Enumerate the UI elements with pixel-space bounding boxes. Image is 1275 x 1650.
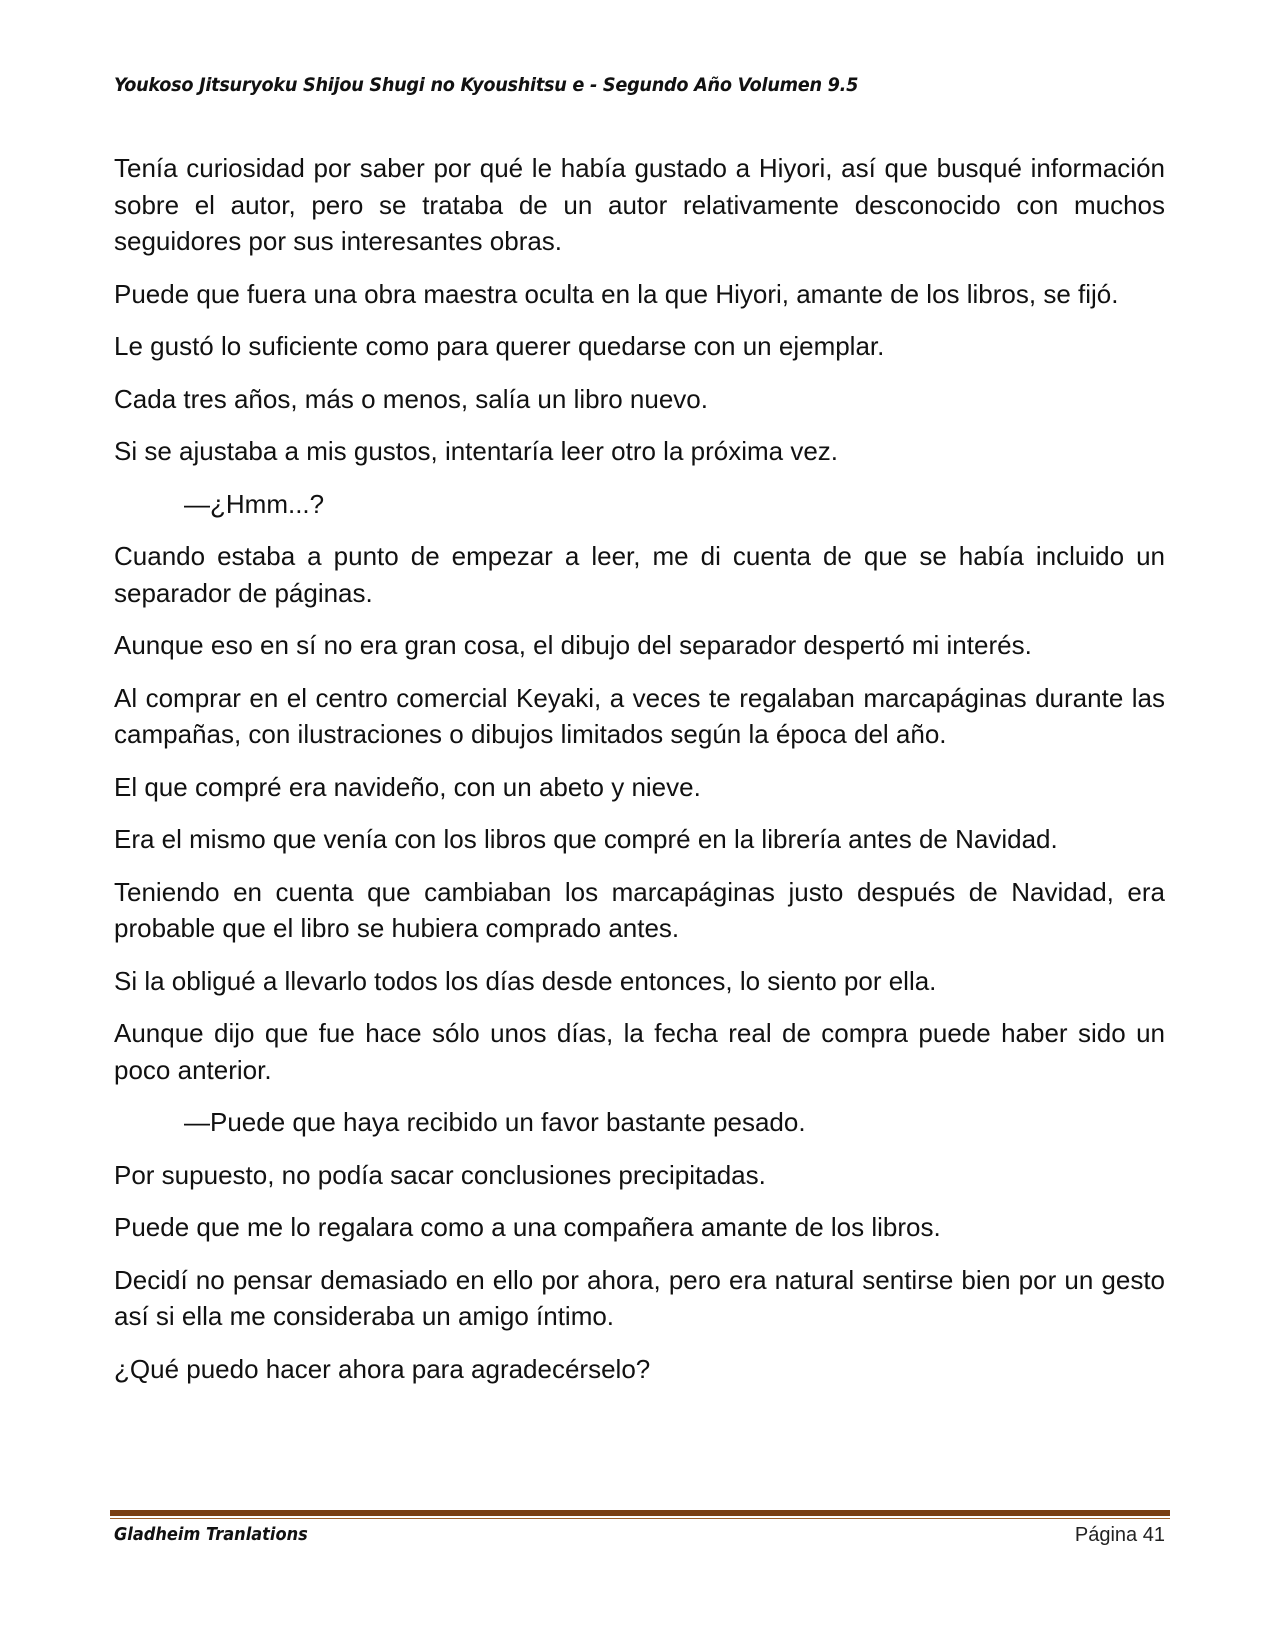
paragraph: Era el mismo que venía con los libros que compré en la librería antes de Navidad. xyxy=(114,824,1058,854)
paragraph: Si la obligué a llevarlo todos los días desde entonces, lo siento por ella. xyxy=(114,965,937,996)
page-number xyxy=(1075,1524,1165,1547)
paragraph: Al comprar en el centro comercial Keyaki, a veces te regalaban marcapáginas durante las campañas, con ilustraciones o dibujos limitados según la época del año. xyxy=(114,682,1165,749)
paragraph: Puede que fuera una obra maestra oculta en la que Hiyori, amante de los libros, se fijó. xyxy=(114,278,1119,309)
paragraph: Por supuesto, no podía sacar conclusiones precipitadas. xyxy=(114,1159,766,1190)
paragraph: Aunque eso en sí no era gran cosa, el dibujo del separador despertó mi interés. xyxy=(114,630,1032,660)
paragraph: Puede que me lo regalara como a una compañera amante de los libros. xyxy=(114,1212,941,1242)
dialogue-line: —¿Hmm...? xyxy=(184,488,325,519)
paragraph: El que compré era navideño, con un abeto y nieve. xyxy=(114,771,701,802)
paragraph: Aunque dijo que fue hace sólo unos días, la fecha real de compra puede haber sido un poco anterior. xyxy=(114,1018,1165,1085)
paragraph: ¿Qué puedo hacer ahora para agradecérselo? xyxy=(114,1353,651,1384)
paragraph: Tenía curiosidad por saber por qué le había gustado a Hiyori, así que busqué información sobre el autor, pero se trataba de un autor relativamente desconocido con muchos seguidores por sus interesantes obras. xyxy=(114,153,1165,256)
paragraph: Cuando estaba a punto de empezar a leer, me di cuenta de que se había incluido un separador de páginas. xyxy=(114,541,1165,608)
running-header: Youkoso Jitsuryoku Shijou Shugi no Kyoushitsu e - Segundo Año Volumen 9.5 xyxy=(114,74,859,96)
page-number-value: 41 xyxy=(1142,1524,1165,1546)
footer-divider xyxy=(110,1510,1170,1519)
page-label: Página xyxy=(1074,1524,1138,1546)
paragraph: Teniendo en cuenta que cambiaban los marcapáginas justo después de Navidad, era probable que el libro se hubiera comprado antes. xyxy=(114,876,1165,943)
paragraph: Decidí no pensar demasiado en ello por ahora, pero era natural sentirse bien por un gesto así si ella me consideraba un amigo íntimo. xyxy=(114,1264,1165,1331)
page-body xyxy=(114,150,1165,1403)
footer-credit: Gladheim Tranlations xyxy=(114,1524,308,1545)
paragraph: Si se ajustaba a mis gustos, intentaría leer otro la próxima vez. xyxy=(114,436,839,466)
dialogue-line: —Puede que haya recibido un favor bastante pesado. xyxy=(184,1107,806,1137)
paragraph: Le gustó lo suficiente como para querer quedarse con un ejemplar. xyxy=(114,331,885,361)
paragraph: Cada tres años, más o menos, salía un libro nuevo. xyxy=(114,383,708,414)
